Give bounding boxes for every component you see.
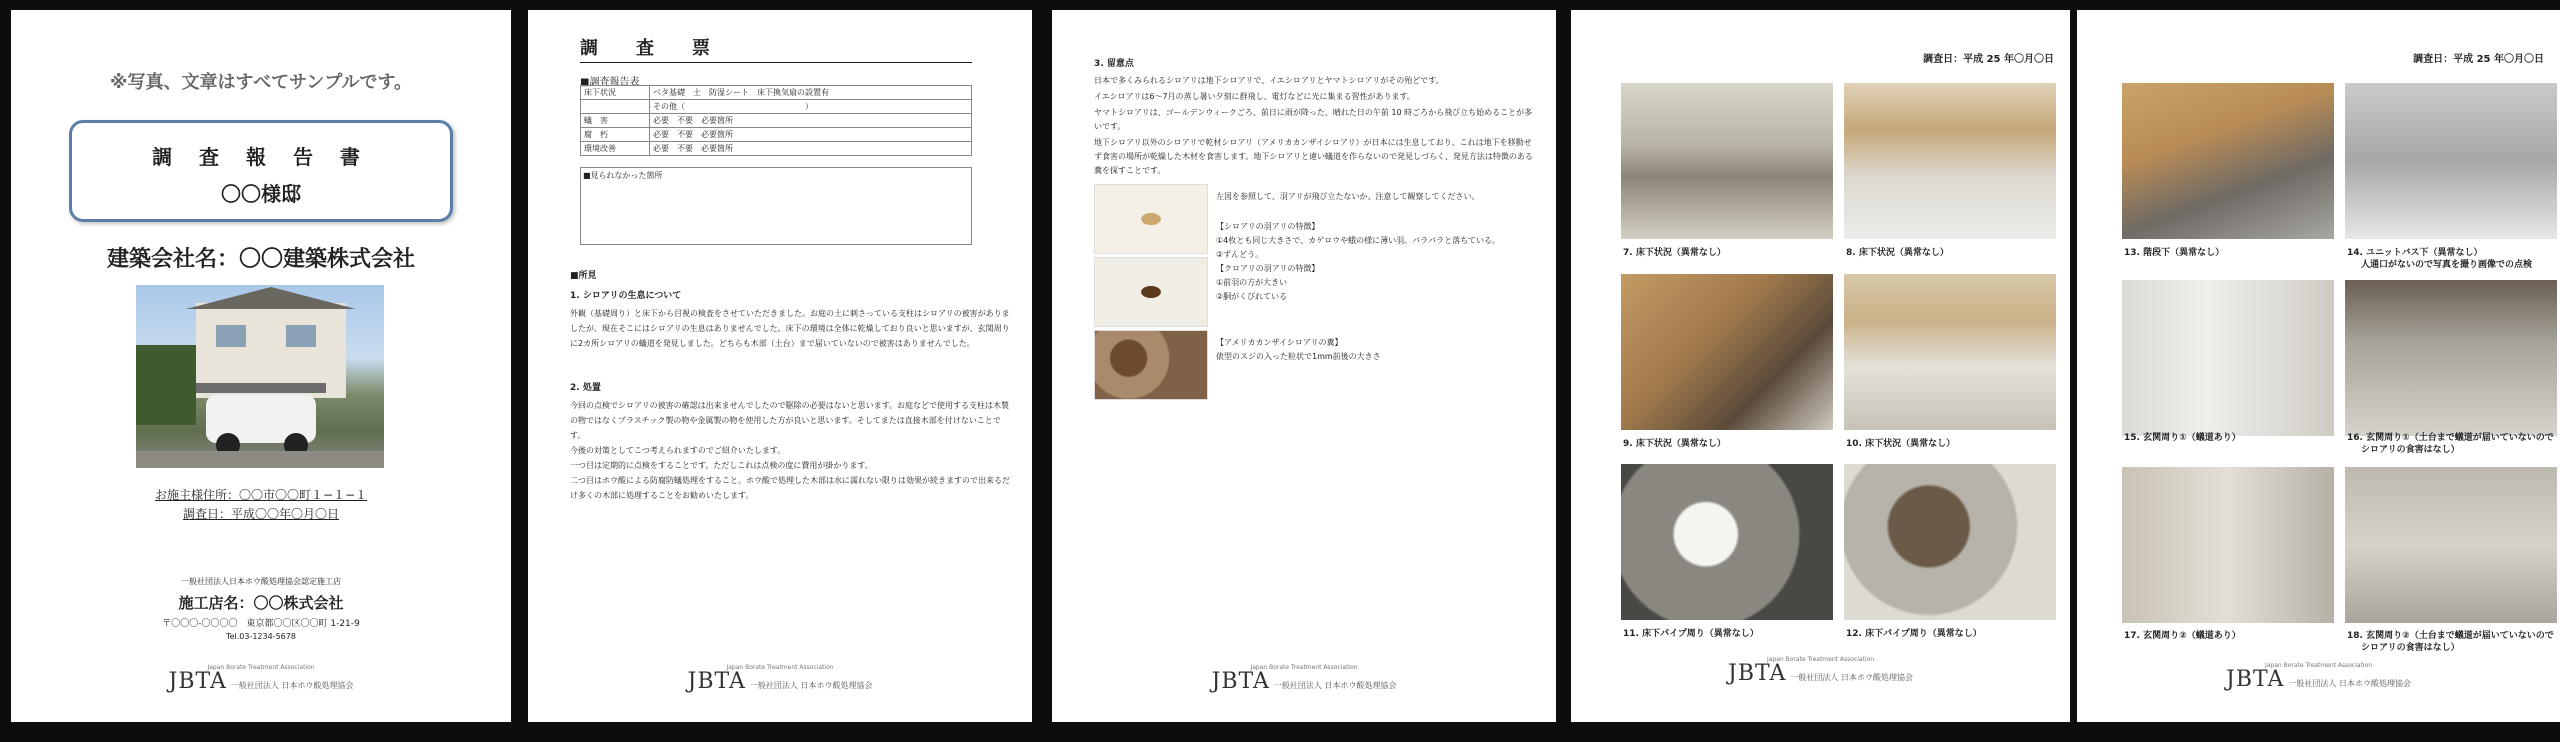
report-title-box — [69, 120, 453, 222]
ant-feature-1: ①前羽の方が大きい — [1216, 278, 1288, 287]
section-1-body: 外観（基礎周り）と床下から目視の検査をさせていただきました。お庭の土に刺さっている支柱はシロアリの被害がありましたが、現在そこにはシロアリの生息はありませんでした。床下の環境は全体に乾燥しており良いと思いますが、玄関周りに2カ所シロアリの蟻道を発見しました。どちらも木部（土台）まで届いていないので被害はありませんでした。 — [570, 309, 1010, 348]
photo-caption-10: 10. 床下状況（異常なし） — [1846, 439, 1956, 449]
notes-line-3: ヤマトシロアリは、ゴールデンウィークごろ、前日に雨が降った、晴れた日の午前 10 時ごろから飛び立ち始めることが多いです。 — [1094, 108, 1533, 131]
survey-photo-8 — [1844, 83, 2056, 239]
jbta-logo: Japan Borate Treatment Association JBTA 一般社団法人 日本ホウ酸処理協会 — [2226, 662, 2411, 692]
section-1-heading: 1. シロアリの生息について — [570, 291, 682, 301]
reference-note: 左図を参照して、羽アリが飛び立たないか、注意して観察してください。 — [1216, 192, 1480, 201]
ant-feature-2: ②胴がくびれている — [1216, 292, 1288, 301]
section-2-body: 今回の点検でシロアリの被害の確認は出来ませんでしたので駆除の必要はないと思います。お庭などで使用する支柱は木製の物ではなくプラスチック製の物や金属製の物を使用した方が良いと思います。そしてまたは直接木部を付けないことです。 — [570, 401, 1010, 440]
findings-label: ■所見 — [570, 271, 597, 281]
shop-tel: Tel.03-1234-5678 — [226, 632, 296, 641]
survey-photo-10 — [1844, 274, 2056, 430]
table-row: 床下状況 ベタ基礎 土 防湿シート 床下換気扇の設置有 — [581, 86, 972, 100]
photo-caption-17: 17. 玄関周り②（蟻道あり） — [2124, 631, 2241, 641]
photo-caption-14: 14. ユニットバス下（異常なし） 人通口がないので写真を撮り画像での点検 — [2347, 248, 2533, 270]
cover-page — [11, 10, 511, 722]
photo-caption-18: 18. 玄関周り②（土台まで蟻道が届いていないので シロアリの食害はなし） — [2347, 631, 2554, 653]
section-2-body-3: 一つ目は定期的に点検をすることです。ただしこれは点検の度に費用が掛かります。 — [570, 461, 873, 470]
survey-photo-14 — [2345, 83, 2557, 239]
survey-photo-17 — [2122, 467, 2334, 623]
photo-caption-11: 11. 床下パイプ周り（異常なし） — [1623, 629, 1759, 639]
notes-line-2: イエシロアリは6〜7月の蒸し暑い夕刻に群飛し、電灯などに光に集まる習性があります。 — [1094, 92, 1415, 101]
association-label: 一般社団法人日本ホウ酸処理協会認定施工店 — [181, 577, 341, 586]
house-photo — [136, 285, 384, 468]
house-illustration — [136, 285, 384, 468]
report-title: 調 査 報 告 書 — [152, 145, 370, 169]
frass-title: 【アメリカカンザイシロアリの糞】 — [1216, 338, 1343, 347]
notes-heading: 3. 留意点 — [1094, 59, 1134, 69]
notes-line-1: 日本で多くみられるシロアリは地下シロアリで、イエシロアリとヤマトシロアリがその殆どです。 — [1094, 76, 1444, 85]
survey-photo-18 — [2345, 467, 2557, 623]
ant-features-title: 【クロアリの羽アリの特徴】 — [1216, 264, 1320, 273]
survey-photo-12 — [1844, 464, 2056, 620]
client-name: 〇〇様邸 — [221, 182, 301, 206]
photo-caption-13: 13. 階段下（異常なし） — [2124, 248, 2225, 258]
survey-photo-7 — [1621, 83, 1833, 239]
termite-features-title: 【シロアリの羽アリの特徴】 — [1216, 222, 1320, 231]
section-2-body-4: 二つ目はホウ酸による防腐防蟻処理をすること。ホウ酸で処理した木部は水に濡れない限りは効果が続きますので出来るだけ多くの木部に処理することをお勧めいたします。 — [570, 476, 1010, 500]
table-row: 蟻 害 必要 不要 必要箇所 — [581, 114, 972, 128]
table-row: 腐 朽 必要 不要 必要箇所 — [581, 128, 972, 142]
termite-feature-1: ①4枚とも同じ大きさで、カゲロウや蛾の様に薄い羽。パラパラと落ちている。 — [1216, 236, 1501, 245]
photo-caption-7: 7. 床下状況（異常なし） — [1623, 248, 1726, 258]
survey-photo-11 — [1621, 464, 1833, 620]
photo-caption-9: 9. 床下状況（異常なし） — [1623, 439, 1726, 449]
owner-address: お施主様住所：〇〇市〇〇町１−１−１ — [154, 488, 368, 502]
photo-caption-12: 12. 床下パイプ周り（異常なし） — [1846, 629, 1982, 639]
sample-note: ※写真、文章はすべてサンプルです。 — [109, 72, 413, 93]
photo-caption-15: 15. 玄関周り①（蟻道あり） — [2124, 433, 2241, 443]
jbta-logo: Japan Borate Treatment Association JBTA 一般社団法人 日本ホウ酸処理協会 — [1728, 656, 1913, 686]
survey-photo-13 — [2122, 83, 2334, 239]
black-ant-wing-photo — [1094, 257, 1208, 327]
unseen-areas-box: ■見られなかった箇所 — [580, 167, 972, 245]
drywood-termite-frass-photo — [1094, 330, 1208, 400]
jbta-logo: Japan Borate Treatment Association JBTA 一般社団法人 日本ホウ酸処理協会 — [1211, 664, 1397, 694]
table-row: その他（ ） — [581, 100, 972, 114]
title-divider — [580, 62, 972, 63]
survey-table — [580, 85, 972, 156]
survey-photo-16 — [2345, 280, 2557, 436]
termite-wing-photo — [1094, 184, 1208, 254]
survey-title: 調 査 票 — [580, 38, 720, 59]
termite-feature-2: ②ずんどう。 — [1216, 250, 1264, 259]
builder-name: 建築会社名：〇〇建築株式会社 — [106, 247, 415, 272]
shop-name: 施工店名：〇〇株式会社 — [178, 594, 344, 612]
photo-caption-16: 16. 玄関周り①（土台まで蟻道が届いていないので シロアリの食害はなし） — [2347, 433, 2554, 455]
table-row: 環境改善 必要 不要 必要箇所 — [581, 142, 972, 156]
survey-photo-9 — [1621, 274, 1833, 430]
photo-page-2 — [2077, 10, 2560, 722]
survey-photo-15 — [2122, 280, 2334, 436]
jbta-logo: Japan Borate Treatment Association JBTA 一般社団法人 日本ホウ酸処理協会 — [687, 664, 873, 694]
shop-address: 〒〇〇〇-〇〇〇〇 東京都〇〇区〇〇町 1-21-9 — [162, 619, 360, 629]
section-2-heading: 2. 処置 — [570, 383, 601, 393]
photo-page-date: 調査日：平成 25 年〇月〇日 — [2413, 54, 2544, 65]
jbta-logo: Japan Borate Treatment Association JBTA 一般社団法人 日本ホウ酸処理協会 — [168, 664, 354, 694]
survey-date: 調査日：平成〇〇年〇月〇日 — [182, 507, 339, 521]
notes-line-4: 地下シロアリ以外のシロアリで乾材シロアリ（アメリカカンザイシロアリ）が日本には生息しており、これは地下を移動せず食害の場所が乾燥した木材を食害します。地下シロアリと違い蟻道を作らないので発見しづらく、発見方法は特徴のある糞を探すことです。 — [1094, 138, 1533, 175]
notes-page — [1052, 10, 1556, 722]
section-2-body-2: 今後の対策としてこつ考えられますのでご紹介いたします。 — [570, 446, 786, 455]
survey-sheet-page — [528, 10, 1032, 722]
photo-page-date: 調査日：平成 25 年〇月〇日 — [1923, 54, 2054, 65]
survey-section-label: ■調査報告表 — [580, 77, 640, 88]
frass-description: 俵型のスジの入った粒状で1mm前後の大きさ — [1216, 352, 1381, 361]
photo-page-1 — [1571, 10, 2070, 722]
photo-caption-8: 8. 床下状況（異常なし） — [1846, 248, 1949, 258]
